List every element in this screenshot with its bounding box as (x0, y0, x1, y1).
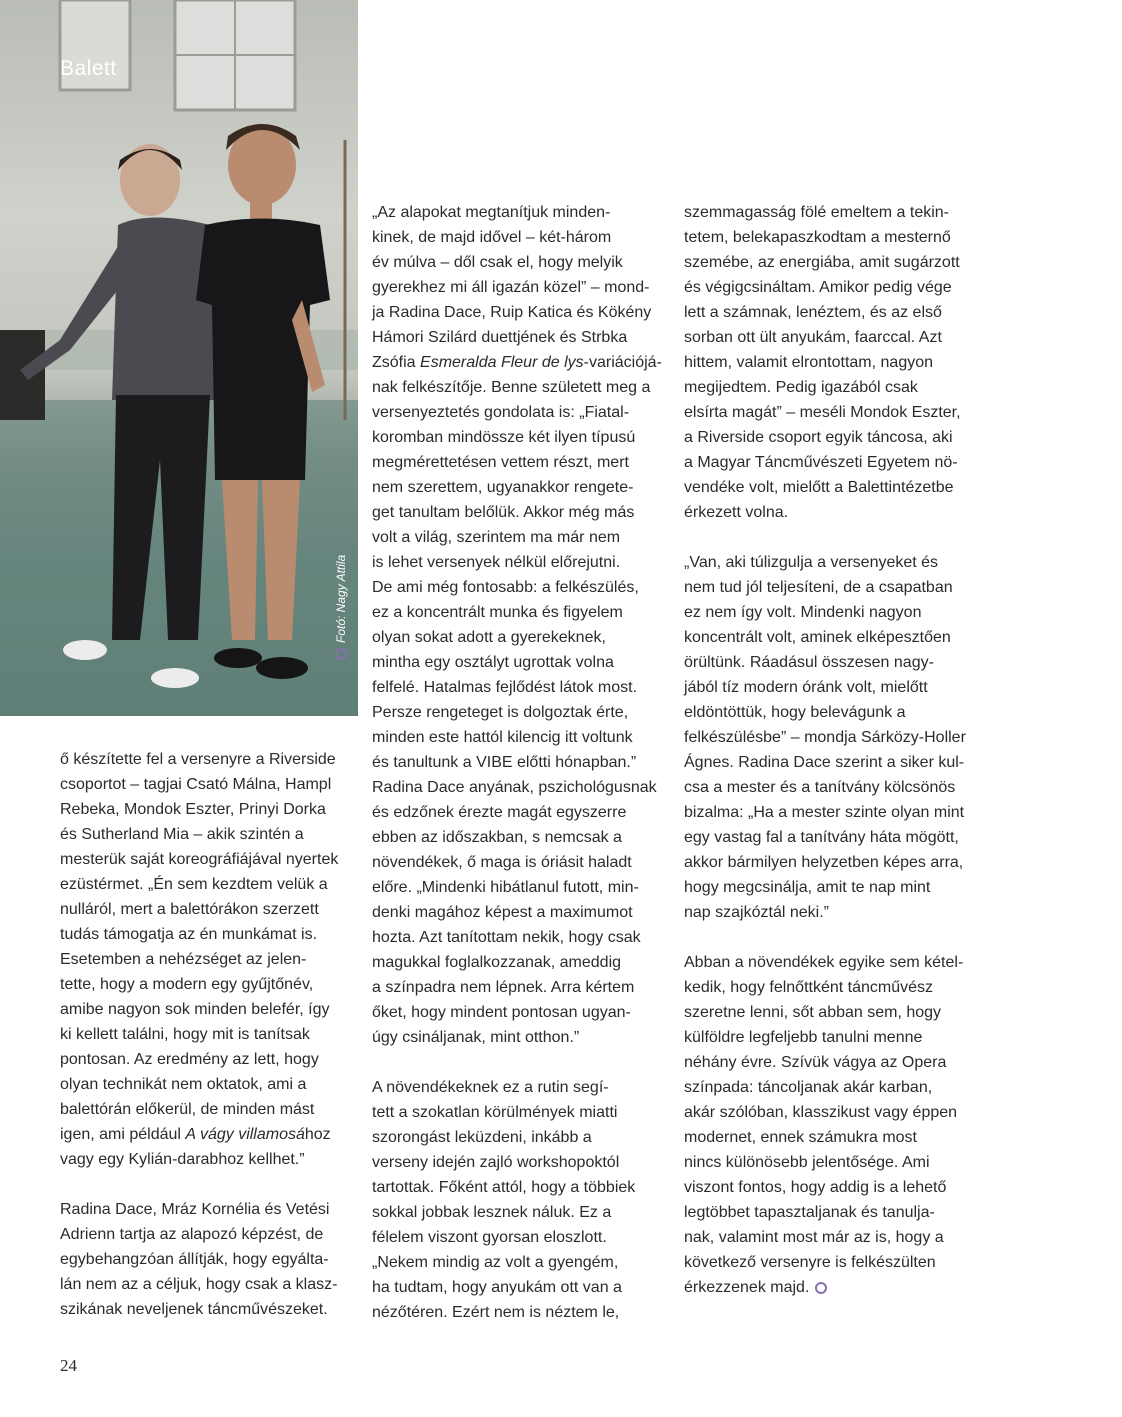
paragraph (60, 747, 360, 1172)
photo-credit-text: Fotó: Nagy Attila (334, 554, 348, 643)
paragraph-italic: Esmeralda Fleur de lys (420, 354, 584, 371)
paragraph (684, 950, 984, 1300)
paragraph: szemmagasság fölé emeltem a tekin- tetem, belekapaszkodtam a mesternő szemébe, az energiába, amit sugárzott és végigcsináltam. Amikor pedig vége lett a számnak, lenéztem, és az első sorban ott ült anyukám, faarccal. Azt hittem, valamit elrontottam, nagyon megijedtem. Pedig igazából csak elsírta magát” – meséli Mondok Eszter, a Riverside csoport egyik táncosa, aki a Magyar Táncművészeti Egyetem nö- vendéke volt, mielőtt a Balettintézetbe érkezett volna. (684, 204, 961, 521)
paragraph-text: Abban a növendékek egyike sem kétel- kedik, hogy felnőttként táncművész szeretne lenni, sőt abban sem, hogy külföldre legfeljebb tanulni menne néhány évre. Szívük vágya az Opera színpada: táncoljanak akár karban, akár szólóban, klasszikust vagy éppen modernet, ennek számukra most nincs különösebb jelentősége. Ami viszont fontos, hogy addig is a lehető legtöbbet tapasztaljanak és tanulja- nak, valamint most már az is, hogy a következő versenyre is felkészülten érkezzenek majd. (684, 954, 964, 1296)
photo-credit (334, 555, 348, 660)
paragraph-text: -variációjá- nak felkészítője. Benne született meg a versenyeztetés gondolata is: „Fiatal- koromban mindössze két ilyen típusú megmérettetésen vettem részt, mert nem szerettem, ugyanakkor rengete- get tanultam belőlük. Akkor még más volt a világ, szerintem ma már nem is lehet versenyek nélkül előrejutni. De ami még fontosabb: a felkészülés, ez a koncentrált munka és figyelem olyan sokat adott a gyerekeknek, mintha egy osztályt ugrottak volna felfelé. Hatalmas fejlődést látok most. Persze rengeteget is dolgoztak érte, minden este hattól kilencig itt voltunk és tanultunk a VIBE előtti hónapban.” Radina Dace anyának, pszichológusnak és edzőnek érezte magát egyszerre ebben az időszakban, s nemcsak a növendékek, ő maga is óriásit haladt előre. „Mindenki hibátlanul futott, min- denki magához képest a maximumot hozta. Azt tanítottam nekik, hogy csak magukkal foglalkozzanak, ameddig a színpadra nem lépnek. Arra kértem őket, hogy mindent pontosan ugyan- úgy csináljanak, mint otthon.” (372, 354, 662, 1046)
dancers-photo (0, 0, 358, 716)
end-of-article-circle-icon (815, 1282, 827, 1294)
article-column-3 (684, 200, 984, 1300)
article-column-1 (60, 747, 360, 1322)
paragraph-text: „Az alapokat megtanítjuk minden- kinek, de majd idővel – két-három év múlva – dől csak el, hogy melyik gyerekhez mi áll igazán közel” – mond- ja Radina Dace, Ruip Katica és Kökény Hámori Szilárd duettjének és Strbka Zsófia (372, 204, 652, 371)
paragraph: Radina Dace, Mráz Kornélia és Vetési Adrienn tartja az alapozó képzést, de egybehangzóan állítják, hogy egyálta- lán nem az a céljuk, hogy csak a klasz- szikának neveljenek táncművészeket. (60, 1201, 338, 1318)
page-number: 24 (60, 1356, 77, 1375)
paragraph (372, 200, 662, 1050)
paragraph: „Van, aki túlizgulja a versenyeket és nem tud jól teljesíteni, de a csapatban ez nem így volt. Mindenki nagyon koncentrált volt, aminek elképesztően örültünk. Ráadásul összesen nagy- jából tíz modern óránk volt, mielőtt eldöntöttük, hogy belevágunk a felkészülésbe” – mondja Sárközy-Holler Ágnes. Radina Dace szerint a siker kul- csa a mester és a tanítvány kölcsönös bizalma: „Ha a mester szinte olyan mint egy vastag fal a tanítvány háta mögött, akkor bármilyen helyzetben képes arra, hogy megcsinálja, amit te nap mint nap szajkóztál neki.” (684, 554, 966, 921)
circle-outline-icon (335, 648, 347, 660)
piano (0, 330, 45, 420)
article-column-2 (372, 200, 662, 1325)
dancers-illustration (0, 0, 358, 716)
paragraph: A növendékeknek ez a rutin segí- tett a szokatlan körülmények miatti szorongást leküzdeni, inkább a verseny idején zajló workshopoktól tartottak. Főként attól, hogy a többiek sokkal jobbak lesznek náluk. Ez a félelem viszont gyorsan eloszlott. „Nekem mindig az volt a gyengém, ha tudtam, hogy anyukám ott van a nézőtéren. Ezért nem is néztem le, (372, 1079, 636, 1321)
paragraph-italic: A vágy villamosá (185, 1126, 305, 1143)
paragraph-text: hoz vagy egy Kylián-darabhoz kellhet.” (60, 1126, 331, 1168)
section-label: Balett (60, 57, 117, 80)
paragraph-text: ő készítette fel a versenyre a Riverside csoportot – tagjai Csató Málna, Hampl Rebeka, Mondok Eszter, Prinyi Dorka és Sutherland Mia – akik szintén a mesterük saját koreográfiájával nyertek ezüstérmet. „Én sem kezdtem velük a nulláról, mert a balettórákon szerzett tudás támogatja az én munkámat is. Esetemben a nehézséget az jelen- tette, hogy a modern egy gyűjtőnév, amibe nagyon sok minden belefér, így ki kellett találni, hogy mit is tanítsak pontosan. Az eredmény az lett, hogy olyan technikát nem oktatok, ami a balettórán előkerül, de minden mást igen, ami például (60, 751, 339, 1143)
